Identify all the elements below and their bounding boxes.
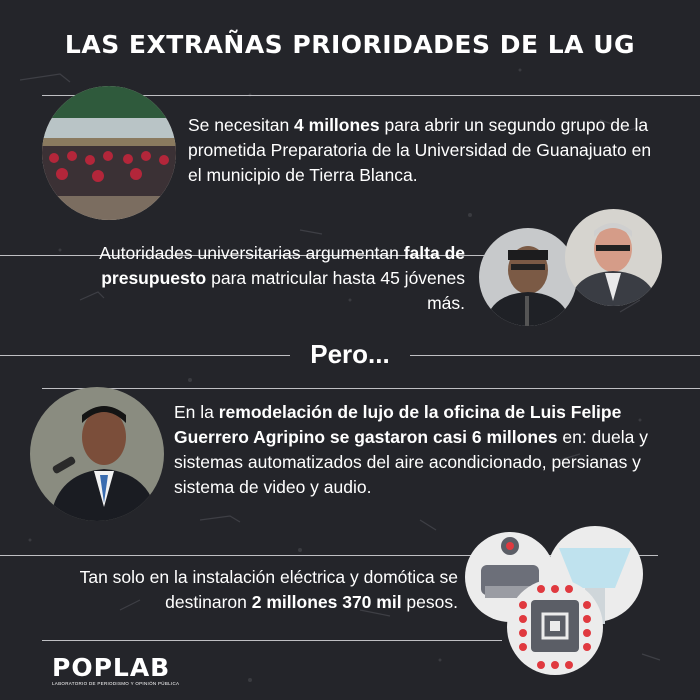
official-portrait-photo (479, 228, 577, 326)
text-segment: pesos. (401, 592, 458, 612)
text-segment: en: duela y sistemas automatizados del aire acondicionado, persianas y sistema de video y audio. (174, 427, 648, 497)
page-title: LAS EXTRAÑAS PRIORIDADES DE LA UG (64, 30, 636, 59)
text-segment: para abrir un segundo grupo de la prometida Preparatoria de la Universidad de Guanajuato en el municipio de Tierra Blanca. (188, 115, 652, 185)
highlight-phrase: falta de presupuesto (101, 243, 465, 288)
paragraph-budget-argument (86, 241, 465, 316)
logo-wordmark: POPLAB (52, 653, 171, 682)
home-automation-illustration (455, 522, 670, 677)
text-segment: para matricular hasta 45 jóvenes más. (206, 268, 465, 313)
official-portrait-photo (565, 209, 662, 306)
highlight-amount: 2 millones 370 mil (251, 592, 402, 612)
text-segment: Autoridades universitarias argumentan (99, 243, 404, 263)
section-divider-label: Pero... (290, 339, 410, 370)
students-group-photo (42, 86, 176, 220)
rector-portrait-photo (30, 387, 164, 521)
logo-tagline: LABORATORIO DE PERIODISMO Y OPINIÓN PÚBLICA (52, 681, 180, 686)
paragraph-funding-needed (188, 113, 658, 188)
paragraph-office-remodel (174, 400, 694, 500)
text-segment: Se necesitan (188, 115, 295, 135)
highlight-amount: 4 millones (294, 115, 380, 135)
text-segment: Tan solo en la instalación eléctrica y domótica se destinaron (79, 567, 458, 612)
highlight-phrase: remodelación de lujo de la oficina de Luis Felipe Guerrero Agripino se gastaron casi 6 millones (174, 402, 622, 447)
paragraph-electrical-cost (18, 565, 458, 615)
poplab-logo (52, 655, 179, 687)
text-segment: En la (174, 402, 219, 422)
divider-line (42, 388, 700, 389)
divider-line (42, 640, 502, 641)
